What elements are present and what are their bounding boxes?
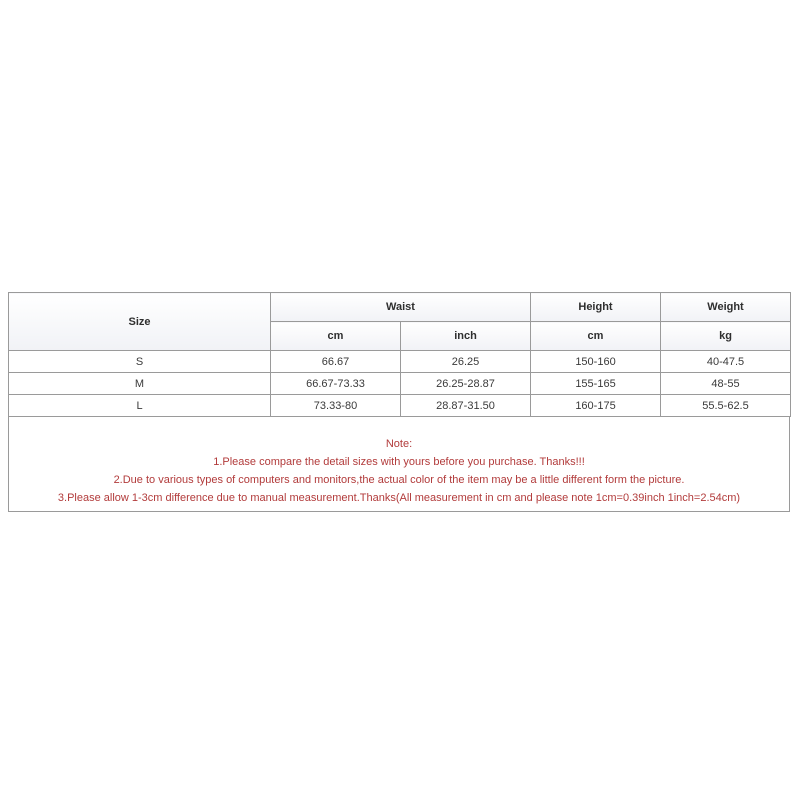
note-line-3: 3.Please allow 1-3cm difference due to manual measurement.Thanks(All measurement in cm and please note 1cm=0.39inch 1inch=2.54cm) [57,492,741,504]
height-header: Height [531,293,661,322]
weight-kg-unit: kg [661,322,791,351]
height-cm-unit: cm [531,322,661,351]
waist-inch-unit: inch [401,322,531,351]
size-cell: M [9,373,271,395]
waist-cm-unit: cm [271,322,401,351]
size-table [8,292,791,417]
waist-inch-cell: 26.25 [401,351,531,373]
weight-kg-cell: 40-47.5 [661,351,791,373]
height-cm-cell: 155-165 [531,373,661,395]
waist-header: Waist [271,293,531,322]
note-line-1: 1.Please compare the detail sizes with yours before you purchase. Thanks!!! [213,456,585,468]
height-cm-cell: 160-175 [531,395,661,417]
waist-inch-cell: 28.87-31.50 [401,395,531,417]
table-row [9,395,791,417]
notes-box [8,417,790,512]
waist-cm-cell: 66.67 [271,351,401,373]
waist-cm-cell: 66.67-73.33 [271,373,401,395]
size-header: Size [9,293,271,351]
weight-header: Weight [661,293,791,322]
table-row [9,351,791,373]
waist-cm-cell: 73.33-80 [271,395,401,417]
weight-kg-cell: 55.5-62.5 [661,395,791,417]
note-title: Note: [385,438,413,450]
note-line-2: 2.Due to various types of computers and monitors,the actual color of the item may be a little different form the picture. [113,474,685,486]
height-cm-cell: 150-160 [531,351,661,373]
waist-inch-cell: 26.25-28.87 [401,373,531,395]
size-chart [8,292,790,512]
size-cell: L [9,395,271,417]
weight-kg-cell: 48-55 [661,373,791,395]
size-cell: S [9,351,271,373]
table-row [9,373,791,395]
